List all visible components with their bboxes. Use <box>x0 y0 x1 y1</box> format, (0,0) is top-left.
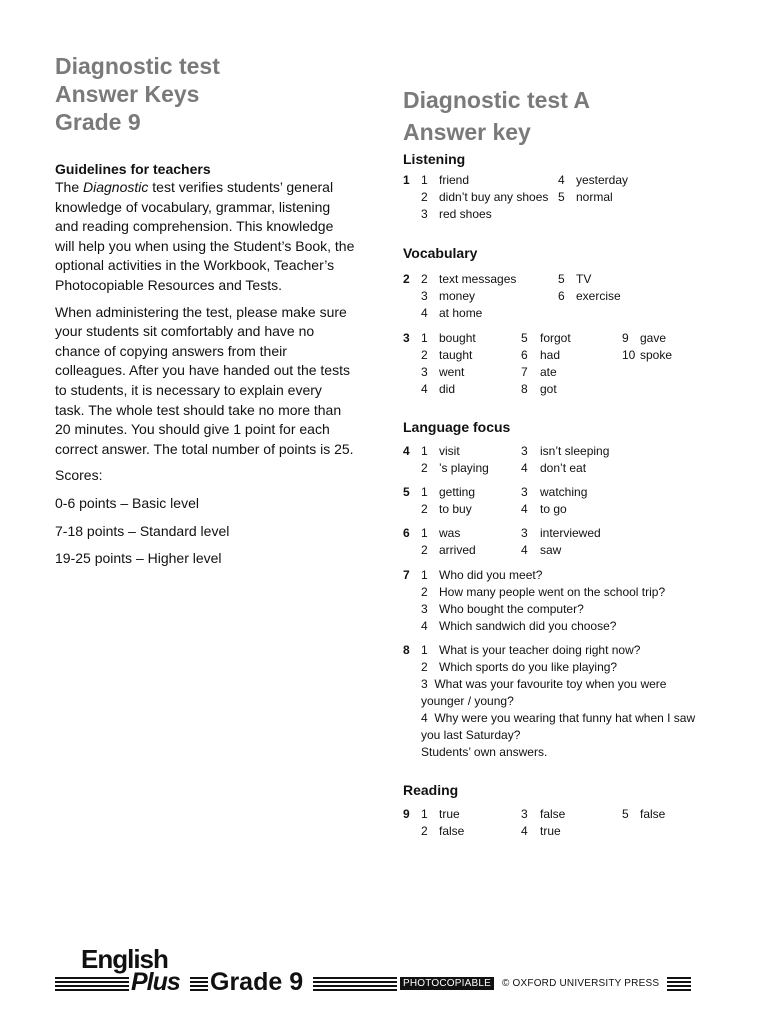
item-number: 3 <box>421 365 428 379</box>
answer-text: don’t eat <box>540 461 587 475</box>
question-number: 4 <box>403 444 410 458</box>
answer-row <box>403 305 723 322</box>
question-4 <box>403 443 723 477</box>
answer-text: spoke <box>640 348 673 362</box>
footer-stripes <box>313 977 397 992</box>
answer-row <box>403 806 723 823</box>
item-number: 4 <box>421 382 428 396</box>
guidelines-heading: Guidelines for teachers <box>55 161 211 177</box>
item-number: 3 <box>421 289 428 303</box>
answer-text: watching <box>540 485 588 499</box>
item-number: 1 <box>421 331 428 345</box>
answer-text: TV <box>576 272 592 286</box>
answer-text: to buy <box>439 502 472 516</box>
answer-row <box>403 443 723 460</box>
item-number: 5 <box>622 807 629 821</box>
item-number: 2 <box>421 660 428 674</box>
answer-text: forgot <box>540 331 571 345</box>
question-number: 1 <box>403 173 410 187</box>
answer-text: saw <box>540 543 562 557</box>
item-number: 3 <box>521 485 528 499</box>
item-number: 2 <box>421 348 428 362</box>
item-number: 1 <box>421 526 428 540</box>
para1-post: test verifies students’ general knowledge of vocabulary, grammar, listening and reading comprehension. This knowledge will help you when using the Student’s Book, the optional activities in the Workbook, Teacher’s Photocopiable Resources and Tests. <box>55 179 355 293</box>
item-number: 5 <box>558 190 565 204</box>
answer-text: got <box>540 382 557 396</box>
answer-text: was <box>439 526 461 540</box>
answer-row <box>403 460 723 477</box>
page-title-line: Diagnostic test <box>55 53 220 79</box>
item-number: 1 <box>421 568 428 582</box>
item-number: 3 <box>521 807 528 821</box>
answer-text: Which sandwich did you choose? <box>439 619 617 633</box>
answer-row <box>403 567 723 584</box>
logo-english: English <box>81 944 168 974</box>
section-listening: Listening <box>403 151 466 167</box>
item-number: 4 <box>421 306 428 320</box>
item-number: 4 <box>421 619 428 633</box>
answer-row <box>403 381 723 398</box>
answer-text: taught <box>439 348 473 362</box>
answer-row <box>403 659 703 676</box>
answer-text: What is your teacher doing right now? <box>439 643 641 657</box>
answer-key-title-line: Diagnostic test A <box>403 87 591 113</box>
question-number: 2 <box>403 272 410 286</box>
item-number: 3 <box>521 444 528 458</box>
answer-text: interviewed <box>540 526 601 540</box>
answer-text: false <box>439 824 465 838</box>
item-number: 10 <box>622 348 636 362</box>
answer-row <box>403 642 703 659</box>
answer-text: Which sports do you like playing? <box>439 660 618 674</box>
page-footer <box>55 944 695 1000</box>
answer-text: Who did you meet? <box>439 568 543 582</box>
item-number: 6 <box>558 289 565 303</box>
item-number: 3 <box>521 526 528 540</box>
item-number: 1 <box>421 173 428 187</box>
item-number: 6 <box>521 348 528 362</box>
answer-text: ate <box>540 365 557 379</box>
answer-text: yesterday <box>576 173 629 187</box>
section-language-focus: Language focus <box>403 419 511 435</box>
answer-text: true <box>540 824 561 838</box>
answer-text: gave <box>640 331 667 345</box>
answer-text: getting <box>439 485 476 499</box>
answer-row <box>403 501 723 518</box>
score-level: 0-6 points – Basic level <box>55 494 199 511</box>
item-number: 3 <box>421 602 428 616</box>
guidelines-paragraph-1 <box>55 178 355 296</box>
answer-text: friend <box>439 173 470 187</box>
right-column <box>403 84 723 838</box>
answer-text: ’s playing <box>439 461 489 475</box>
item-number: 4 <box>558 173 565 187</box>
answer-key-title <box>403 84 723 148</box>
answer-text: didn’t buy any shoes <box>439 190 549 204</box>
score-level: 7-18 points – Standard level <box>55 522 230 539</box>
answer-text: at home <box>439 306 483 320</box>
answer-row <box>403 347 723 364</box>
question-2 <box>403 271 723 322</box>
answer-text: to go <box>540 502 567 516</box>
answer-text: false <box>540 807 566 821</box>
answer-text: had <box>540 348 561 362</box>
answer-text: visit <box>439 444 460 458</box>
item-number: 4 <box>521 543 528 557</box>
question-7 <box>403 567 723 635</box>
answer-row <box>403 364 723 381</box>
item-number: 3 <box>421 207 428 221</box>
item-number: 2 <box>421 190 428 204</box>
answer-text: red shoes <box>439 207 492 221</box>
item-number: 4 <box>521 502 528 516</box>
guidelines-paragraph-2: When administering the test, please make sure your students sit comfortably and have no chance of copying answers from their colleagues. After you have handed out the tests to students, it is necessary to explain every task. The whole test should take no more than 20 minutes. You should give 1 point for each correct answer. The total number of points is 25. <box>55 303 354 457</box>
item-number: 2 <box>421 543 428 557</box>
answer-text: did <box>439 382 456 396</box>
question-number: 3 <box>403 331 410 345</box>
answer-text: bought <box>439 331 476 345</box>
item-number: 7 <box>521 365 528 379</box>
item-number: 1 <box>421 485 428 499</box>
question-number: 6 <box>403 526 410 540</box>
item-number: 5 <box>558 272 565 286</box>
page-title-line: Answer Keys <box>55 81 200 107</box>
answer-row <box>403 618 723 635</box>
answer-text: 4 Why were you wearing that funny hat when I saw you last Saturday? <box>421 711 699 742</box>
answer-key-title-line: Answer key <box>403 119 531 145</box>
question-1 <box>403 172 723 223</box>
logo-plus: Plus <box>131 968 180 996</box>
answer-row <box>403 330 723 347</box>
answer-text: went <box>439 365 465 379</box>
answer-text: How many people went on the school trip? <box>439 585 666 599</box>
answer-row <box>403 525 723 542</box>
item-number: 2 <box>421 272 428 286</box>
question-5 <box>403 484 723 518</box>
answer-row <box>403 484 723 501</box>
question-9 <box>403 806 723 840</box>
logo-grade: Grade 9 <box>210 968 304 996</box>
item-number: 9 <box>622 331 629 345</box>
answer-text: money <box>439 289 476 303</box>
answer-text: 3 What was your favourite toy when you were younger / young? <box>421 677 670 708</box>
item-number: 2 <box>421 585 428 599</box>
item-number: 1 <box>421 807 428 821</box>
item-number: 1 <box>421 643 428 657</box>
answer-row <box>403 823 723 840</box>
section-reading: Reading <box>403 782 459 798</box>
item-number: 8 <box>521 382 528 396</box>
question-number: 7 <box>403 568 410 582</box>
score-level: 19-25 points – Higher level <box>55 550 222 567</box>
item-number: 2 <box>421 502 428 516</box>
question-6 <box>403 525 723 559</box>
question-number: 5 <box>403 485 410 499</box>
logo-stripes <box>190 977 208 992</box>
item-number: 5 <box>521 331 528 345</box>
left-column <box>55 52 355 577</box>
footer-stripes <box>667 977 691 992</box>
section-vocabulary: Vocabulary <box>403 245 478 261</box>
answer-row <box>403 271 723 288</box>
answer-text: text messages <box>439 272 517 286</box>
item-number: 2 <box>421 824 428 838</box>
answer-row <box>403 601 723 618</box>
answer-text: normal <box>576 190 613 204</box>
item-number: 2 <box>421 461 428 475</box>
logo-stripes <box>55 977 129 992</box>
item-number: 4 <box>521 824 528 838</box>
answer-text: isn’t sleeping <box>540 444 610 458</box>
para1-emphasis: Diagnostic <box>83 179 149 195</box>
scores-label: Scores: <box>55 467 103 484</box>
answer-text: Students’ own answers. <box>421 745 548 759</box>
answer-text: exercise <box>576 289 621 303</box>
answer-row <box>403 189 723 206</box>
question-number: 8 <box>403 643 410 657</box>
item-number: 1 <box>421 444 428 458</box>
question-number: 9 <box>403 807 410 821</box>
photocopiable-badge: PHOTOCOPIABLE <box>400 977 494 990</box>
question-8 <box>403 642 703 761</box>
para1-pre: The <box>55 179 84 195</box>
answer-row <box>403 542 723 559</box>
answer-row <box>403 584 723 601</box>
page-title <box>55 52 355 136</box>
answer-row <box>403 288 723 305</box>
answer-row <box>403 172 723 189</box>
answer-text: true <box>439 807 460 821</box>
answer-text: arrived <box>439 543 476 557</box>
answer-text: false <box>640 807 666 821</box>
answer-text: Who bought the computer? <box>439 602 584 616</box>
item-number: 4 <box>521 461 528 475</box>
answer-row <box>403 206 723 223</box>
publisher-credit: © OXFORD UNIVERSITY PRESS <box>502 978 660 989</box>
page-title-line: Grade 9 <box>55 109 141 135</box>
question-3 <box>403 330 723 398</box>
